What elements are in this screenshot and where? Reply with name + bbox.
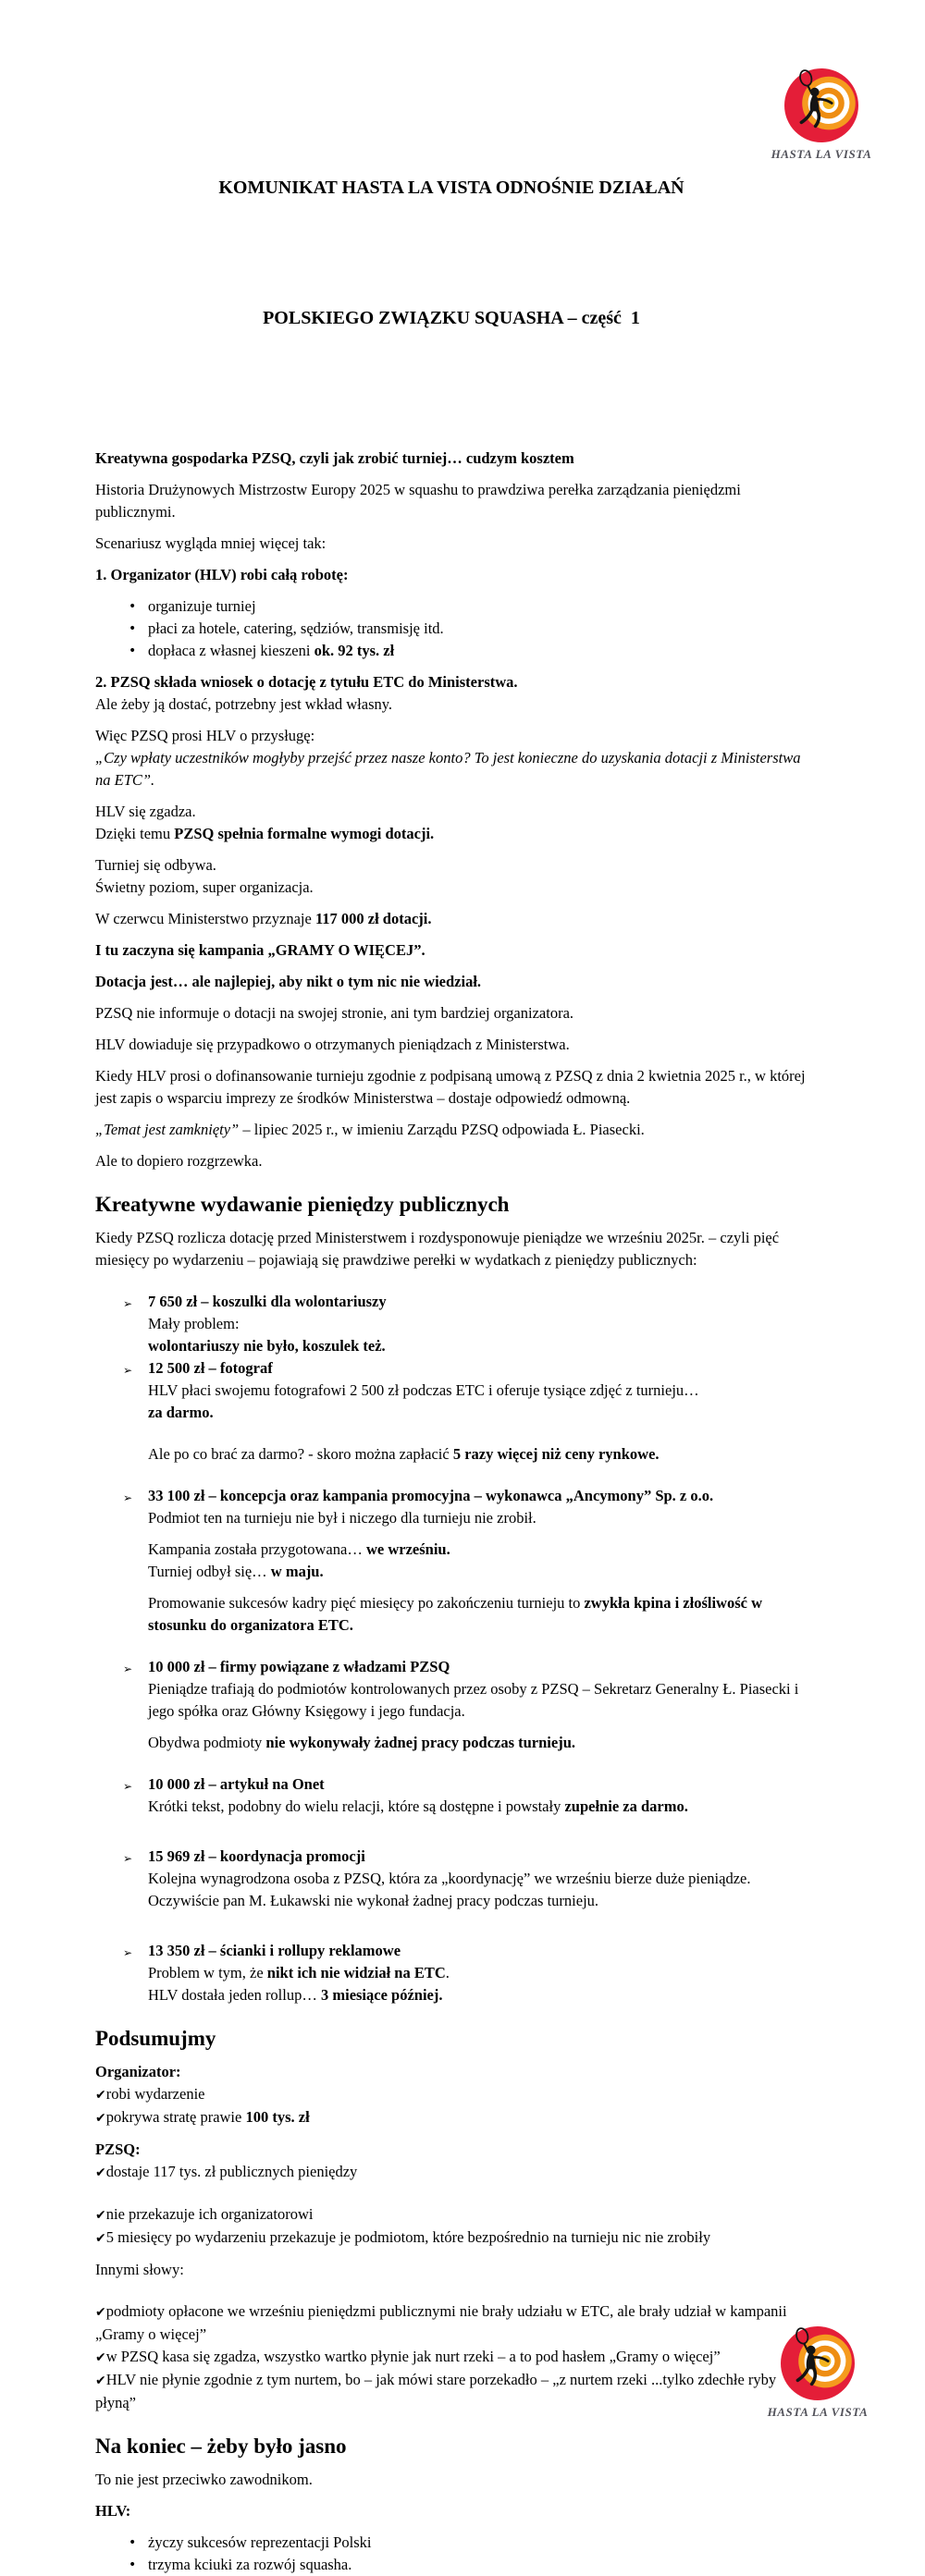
document-title	[95, 80, 808, 427]
logo-wordmark: HASTA LA VISTA	[767, 2405, 869, 2419]
text-segment: .	[445, 1964, 450, 1981]
list-continuation	[95, 1732, 808, 1754]
list-continuation	[95, 1380, 808, 1402]
text-segment: Obydwa podmioty	[148, 1734, 266, 1751]
text-segment: podmioty opłacone we wrześniu pieniędzmi publicznymi nie brały udziału w ETC, ale brały udział w kampanii „Gramy o więcej”	[95, 2302, 787, 2343]
text-segment: HLV:	[95, 2502, 131, 2520]
text-segment: 13 350 zł – ścianki i rollupy reklamowe	[148, 1942, 401, 1959]
paragraph	[95, 533, 808, 555]
checkmark-icon: ✔	[95, 2231, 106, 2246]
arrow-icon: ➢	[123, 1662, 133, 1675]
text-segment: za darmo.	[148, 1404, 214, 1421]
text-segment: Promowanie sukcesów kadry pięć miesięcy po zakończeniu turnieju to	[148, 1594, 585, 1612]
paragraph	[95, 671, 808, 693]
paragraph	[95, 2469, 808, 2491]
text-segment: trzyma kciuki za rozwój squasha.	[148, 2556, 352, 2573]
checkmark-icon: ✔	[95, 2088, 106, 2103]
text-segment: PZSQ spełnia formalne wymogi dotacji.	[174, 825, 435, 842]
paragraph	[95, 1150, 808, 1172]
document-content	[95, 80, 808, 2576]
text-segment: Kreatywna gospodarka PZSQ, czyli jak zrobić turniej… cudzym kosztem	[95, 449, 574, 467]
text-segment: I tu zaczyna się kampania „GRAMY O WIĘCEJ”.	[95, 941, 426, 959]
text-segment: PZSQ:	[95, 2141, 141, 2158]
check-item	[95, 2203, 808, 2226]
arrow-icon: ➢	[123, 1852, 133, 1865]
text-segment: we wrześniu.	[365, 1540, 450, 1558]
checkmark-icon: ✔	[95, 2111, 106, 2126]
list-continuation	[95, 1890, 808, 1912]
list-continuation	[95, 1539, 808, 1561]
paragraph	[95, 479, 808, 523]
check-item	[95, 2106, 808, 2129]
list-continuation	[95, 1507, 808, 1529]
paragraph	[95, 908, 808, 930]
text-segment: HLV dowiaduje się przypadkowo o otrzymanych pieniądzach z Ministerstwa.	[95, 1036, 570, 1053]
text-segment: W czerwcu Ministerstwo przyznaje	[95, 910, 315, 927]
text-segment: 5 razy więcej niż ceny rynkowe.	[452, 1445, 660, 1463]
text-segment: Kampania została przygotowana…	[148, 1540, 366, 1558]
text-segment: 2. PZSQ składa wniosek o dotację z tytułu ETC do Ministerstwa.	[95, 673, 518, 691]
list-continuation	[95, 1402, 808, 1424]
list-continuation	[95, 1796, 808, 1818]
list-continuation	[95, 1443, 808, 1466]
text-segment: Ale po co brać za darmo? - skoro można zapłacić	[148, 1445, 453, 1463]
paragraph	[95, 2500, 808, 2522]
arrow-item	[95, 1656, 808, 1678]
text-segment: Ale to dopiero rozgrzewka.	[95, 1152, 263, 1170]
text-segment: Kreatywne wydawanie pieniędzy publicznych	[95, 1193, 510, 1216]
text-segment: 10 000 zł – artykuł na Onet	[148, 1775, 325, 1793]
check-item	[95, 2300, 808, 2346]
arrow-icon: ➢	[123, 1364, 133, 1377]
check-item	[95, 2083, 808, 2106]
text-segment: 15 969 zł – koordynacja promocji	[148, 1847, 365, 1865]
arrow-icon: ➢	[123, 1946, 133, 1959]
paragraph	[95, 1034, 808, 1056]
text-segment: 12 500 zł – fotograf	[148, 1359, 273, 1377]
arrow-icon: ➢	[123, 1297, 133, 1310]
text-segment: Podmiot ten na turnieju nie był i niczego dla turnieju nie zrobił.	[148, 1509, 536, 1527]
bullet-item	[95, 2554, 808, 2576]
text-segment: Organizator:	[95, 2063, 181, 2080]
arrow-item	[95, 1773, 808, 1796]
text-segment: HLV się zgadza.	[95, 803, 196, 820]
text-segment: w maju.	[270, 1563, 324, 1580]
list-continuation	[95, 1335, 808, 1357]
text-segment: 1. Organizator (HLV) robi całą robotę:	[95, 566, 349, 583]
text-segment: Scenariusz wygląda mniej więcej tak:	[95, 534, 327, 552]
text-segment: 3 miesiące później.	[320, 1986, 443, 2004]
text-segment: Turniej odbył się…	[148, 1563, 271, 1580]
text-segment: Podsumujmy	[95, 2027, 216, 2050]
list-continuation	[95, 1868, 808, 1890]
text-segment: 5 miesięcy po wydarzeniu przekazuje je podmiotom, które bezpośrednio na turnieju nic nie zrobiły	[105, 2228, 711, 2246]
text-segment: Świetny poziom, super organizacja.	[95, 878, 314, 896]
check-item	[95, 2346, 808, 2369]
bullet-item	[95, 2532, 808, 2554]
checkmark-icon: ✔	[95, 2165, 106, 2180]
text-segment: Więc PZSQ prosi HLV o przysługę:	[95, 727, 315, 744]
paragraph	[95, 1002, 808, 1024]
paragraph	[95, 823, 808, 845]
text-segment: Kiedy PZSQ rozlicza dotację przed Ministerstwem i rozdysponowuje pieniądze we wrześniu 2025r. – czyli pięć miesięcy po wydarzeniu – pojawiają się prawdziwe perełki w wydatkach z pieniędzy publicznych:	[95, 1229, 780, 1269]
text-segment: Oczywiście pan M. Łukawski nie wykonał żadnej pracy podczas turnieju.	[148, 1892, 599, 1909]
paragraph	[95, 971, 808, 993]
text-segment: Historia Drużynowych Mistrzostw Europy 2025 w squashu to prawdziwa perełka zarządzania pieniędzmi publicznymi.	[95, 481, 741, 521]
text-segment: nikt ich nie widział na ETC	[266, 1964, 446, 1981]
text-segment: pokrywa stratę prawie	[105, 2108, 246, 2126]
text-segment: nie wykonywały żadnej pracy podczas turnieju.	[265, 1734, 576, 1751]
list-continuation	[95, 1984, 808, 2006]
text-segment: – lipiec 2025 r., w imieniu Zarządu PZSQ odpowiada Ł. Piasecki.	[239, 1121, 645, 1138]
title-line1: KOMUNIKAT HASTA LA VISTA ODNOŚNIE DZIAŁAŃ	[218, 178, 684, 198]
text-segment: zupełnie za darmo.	[564, 1797, 688, 1815]
list-continuation	[95, 1561, 808, 1583]
checkmark-icon: ✔	[95, 2374, 106, 2388]
text-segment: HLV nie płynie zgodnie z tym nurtem, bo – jak mówi stare porzekadło – „z nurtem rzeki ...tylko zdechłe ryby płyną”	[95, 2371, 777, 2411]
paragraph	[95, 747, 808, 791]
list-continuation	[95, 1962, 808, 1984]
text-segment: PZSQ nie informuje o dotacji na swojej stronie, ani tym bardziej organizatora.	[95, 1004, 574, 1022]
section-heading	[95, 2025, 808, 2053]
arrow-item	[95, 1940, 808, 1962]
text-segment: 100 tys. zł	[245, 2108, 310, 2126]
text-segment: Ale żeby ją dostać, potrzebny jest wkład własny.	[95, 695, 393, 713]
text-segment: Krótki tekst, podobny do wielu relacji, które są dostępne i powstały	[148, 1797, 565, 1815]
arrow-item	[95, 1357, 808, 1380]
text-segment: Innymi słowy:	[95, 2261, 184, 2278]
text-segment: HLV dostała jeden rollup…	[148, 1986, 321, 2004]
check-item	[95, 2161, 808, 2184]
text-segment: 117 000 zł dotacji.	[314, 910, 432, 927]
paragraph	[95, 564, 808, 586]
paragraph	[95, 2259, 808, 2281]
arrow-icon: ➢	[123, 1780, 133, 1793]
arrow-item	[95, 1291, 808, 1313]
text-segment: To nie jest przeciwko zawodnikom.	[95, 2471, 313, 2488]
text-segment: zwykła kpina i złośliwość w stosunku do organizatora ETC.	[148, 1594, 763, 1634]
paragraph	[95, 939, 808, 962]
text-segment: „Temat jest zamknięty”	[95, 1121, 240, 1138]
text-segment: 10 000 zł – firmy powiązane z władzami PZSQ	[148, 1658, 450, 1675]
arrow-item	[95, 1485, 808, 1507]
arrow-icon: ➢	[123, 1491, 133, 1504]
paragraph	[95, 1119, 808, 1141]
bullet-item	[95, 640, 808, 662]
paragraph	[95, 1065, 808, 1110]
paragraph	[95, 1227, 808, 1271]
paragraph	[95, 725, 808, 747]
section-heading	[95, 1191, 808, 1219]
text-segment: „Czy wpłaty uczestników mogłyby przejść przez nasze konto? To jest konieczne do uzyskania dotacji z Ministerstwa na ETC”.	[95, 749, 801, 789]
paragraph	[95, 448, 808, 470]
text-segment: Na koniec – żeby było jasno	[95, 2435, 347, 2458]
bullet-icon: •	[129, 621, 137, 636]
checkmark-icon: ✔	[95, 2305, 106, 2320]
check-item	[95, 2226, 808, 2250]
text-segment: 33 100 zł – koncepcja oraz kampania promocyjna – wykonawca „Ancymony” Sp. z o.o.	[148, 1487, 714, 1504]
arrow-item	[95, 1846, 808, 1868]
text-segment: płaci za hotele, catering, sędziów, transmisję itd.	[148, 619, 444, 637]
text-segment: 7 650 zł – koszulki dla wolontariuszy	[148, 1293, 387, 1310]
checkmark-icon: ✔	[95, 2350, 106, 2365]
title-line2: POLSKIEGO ZWIĄZKU SQUASHA – część 1	[263, 308, 640, 328]
check-item	[95, 2369, 808, 2414]
text-segment: życzy sukcesów reprezentacji Polski	[148, 2533, 372, 2551]
text-segment: dopłaca z własnej kieszeni	[148, 642, 314, 659]
paragraph	[95, 2139, 808, 2161]
document-body	[95, 448, 808, 2576]
paragraph	[95, 854, 808, 877]
text-segment: Dzięki temu	[95, 825, 175, 842]
text-segment: nie przekazuje ich organizatorowi	[105, 2205, 314, 2223]
text-segment: Kiedy HLV prosi o dofinansowanie turnieju zgodnie z podpisaną umową z PZSQ z dnia 2 kwietnia 2025 r., w której jest zapis o wsparciu imprezy ze środków Ministerstwa – dostaje odpowiedź odmowną.	[95, 1067, 806, 1107]
bullet-item	[95, 595, 808, 618]
bullet-icon: •	[129, 2558, 137, 2572]
text-segment: w PZSQ kasa się zgadza, wszystko wartko płynie jak nurt rzeki – a to pod hasłem „Gramy o więcej”	[105, 2348, 721, 2365]
paragraph	[95, 693, 808, 716]
list-continuation	[95, 1313, 808, 1335]
bullet-item	[95, 618, 808, 640]
logo-wordmark: HASTA LA VISTA	[771, 147, 872, 161]
text-segment: ok. 92 tys. zł	[314, 642, 395, 659]
paragraph	[95, 801, 808, 823]
text-segment: dostaje 117 tys. zł publicznych pieniędzy	[105, 2163, 358, 2180]
paragraph	[95, 877, 808, 899]
text-segment: Turniej się odbywa.	[95, 856, 216, 874]
text-segment: wolontariuszy nie było, koszulek też.	[148, 1337, 386, 1355]
checkmark-icon: ✔	[95, 2208, 106, 2223]
text-segment: robi wydarzenie	[105, 2085, 205, 2103]
bullet-icon: •	[129, 2535, 137, 2550]
text-segment: Kolejna wynagrodzona osoba z PZSQ, która za „koordynację” we wrześniu bierze duże pieniądze.	[148, 1870, 751, 1887]
text-segment: HLV płaci swojemu fotografowi 2 500 zł podczas ETC i oferuje tysiące zdjęć z turnieju…	[148, 1381, 699, 1399]
bullet-icon: •	[129, 599, 137, 614]
text-segment: Pieniądze trafiają do podmiotów kontrolowanych przez osoby z PZSQ – Sekretarz Generalny Ł. Piasecki i jego spółka oraz Główny Księgowy i jego fundacja.	[148, 1680, 799, 1720]
section-heading	[95, 2433, 808, 2460]
bullet-icon: •	[129, 644, 137, 658]
text-segment: Dotacja jest… ale najlepiej, aby nikt o tym nic nie wiedział.	[95, 973, 482, 990]
text-segment: organizuje turniej	[148, 597, 256, 615]
text-segment: Mały problem:	[148, 1315, 240, 1332]
list-continuation	[95, 1678, 808, 1723]
paragraph	[95, 2061, 808, 2083]
list-continuation	[95, 1592, 808, 1637]
text-segment: Problem w tym, że	[148, 1964, 267, 1981]
